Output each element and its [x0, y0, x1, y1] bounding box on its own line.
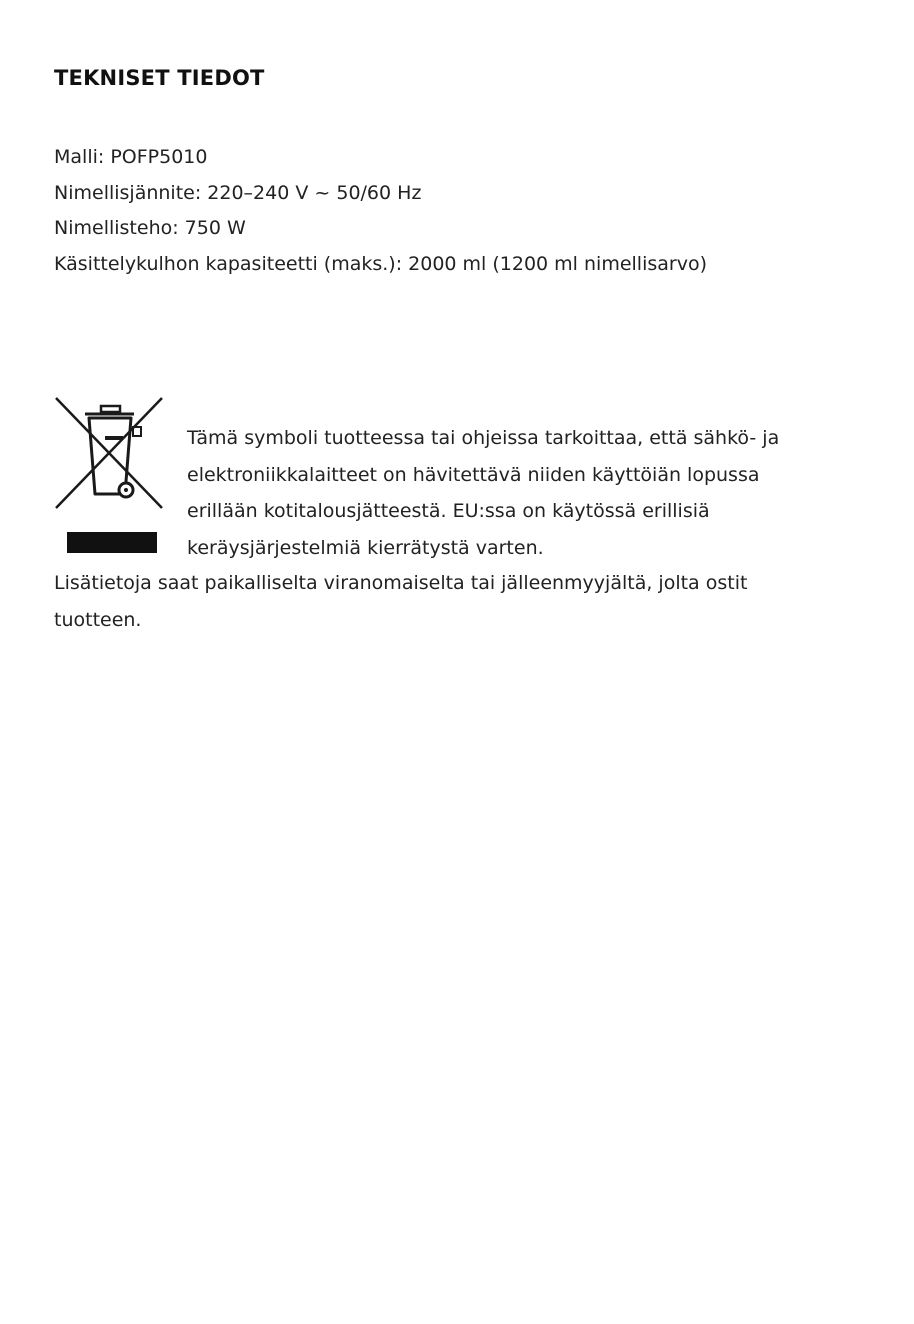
- crossed-out-wheelie-bin-icon: [54, 396, 166, 556]
- weee-notice-line: erillään kotitalousjätteestä. EU:ssa on käytössä erillisiä: [187, 500, 710, 522]
- weee-notice-line: elektroniikkalaitteet on hävitettävä niiden käyttöiän lopussa: [187, 463, 760, 486]
- spec-list: [54, 140, 707, 282]
- spec-capacity: Käsittelykulhon kapasiteetti (maks.): 2000 ml (1200 ml nimellisarvo): [54, 252, 707, 275]
- weee-extra-info-line: tuotteen.: [54, 608, 142, 631]
- spec-model: Malli: POFP5010: [54, 146, 208, 168]
- weee-notice-line: Tämä symboli tuotteessa tai ohjeissa tarkoittaa, että sähkö- ja: [187, 427, 780, 449]
- weee-extra-info-line: Lisätietoja saat paikalliselta viranomaiselta tai jälleenmyyjältä, jolta ostit: [54, 572, 748, 594]
- weee-extra-info: [54, 565, 747, 638]
- spec-power: Nimellisteho: 750 W: [54, 217, 246, 239]
- page-title: TEKNISET TIEDOT: [54, 66, 265, 90]
- spec-voltage: Nimellisjännite: 220–240 V ~ 50/60 Hz: [54, 181, 422, 204]
- weee-notice-line: keräysjärjestelmiä kierrätystä varten.: [187, 536, 544, 559]
- weee-notice: [187, 420, 779, 566]
